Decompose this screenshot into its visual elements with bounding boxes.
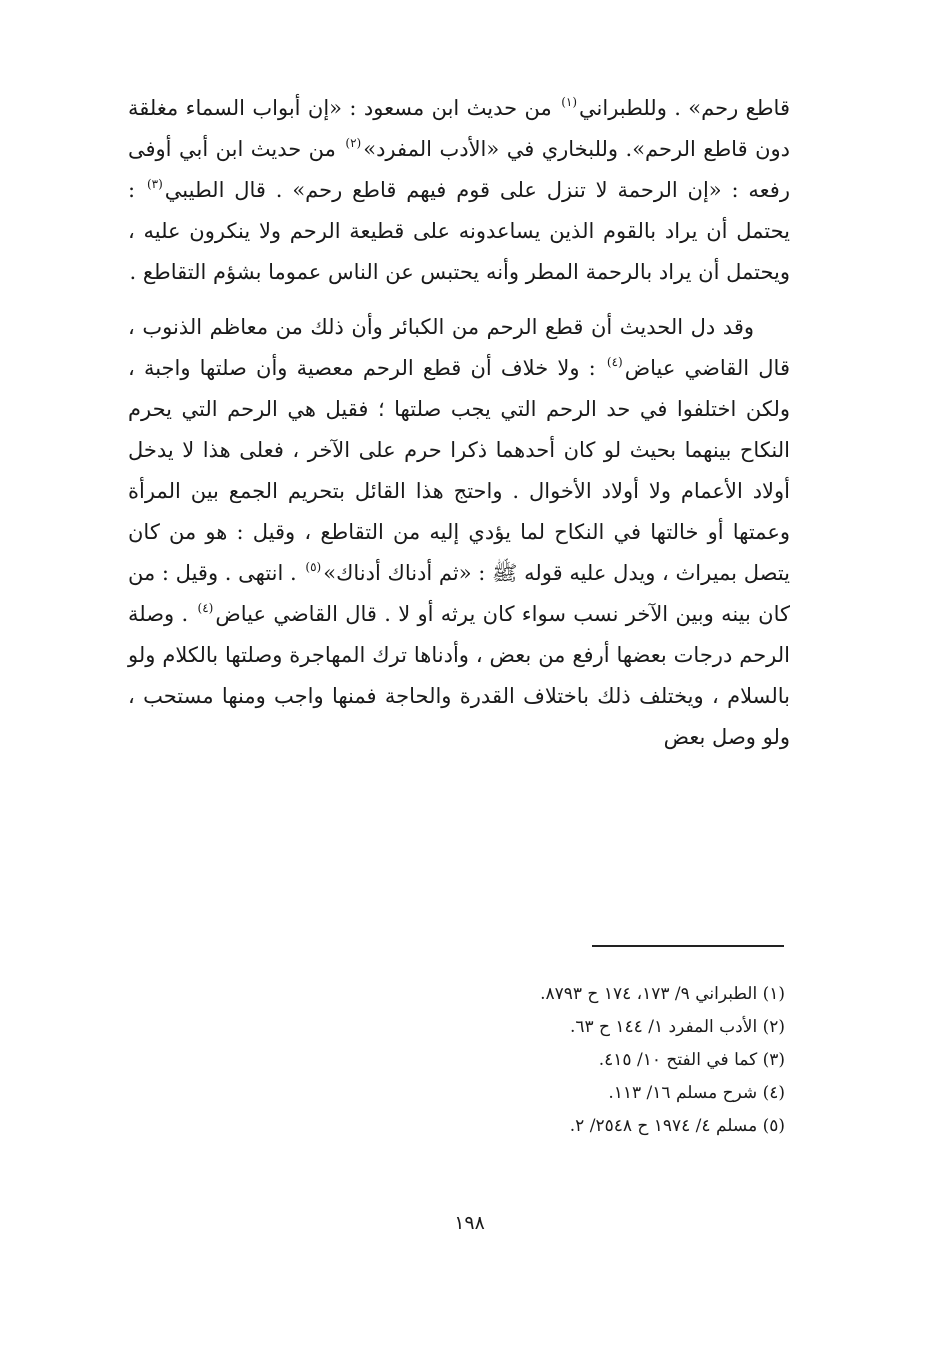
paragraph-2: [128, 307, 790, 758]
footnote-ref-4b: (٤): [197, 601, 214, 615]
text-run: من حديث ابن أبي أوفى رفعه : «إن الرحمة لا تنزل على قوم فيهم قاطع رحم» . قال الطيبي: [128, 137, 790, 202]
text-run: قاطع رحم» . وللطبراني: [579, 96, 790, 120]
footnote-item: (٤) شرح مسلم ١٦/ ١١٣.: [608, 1083, 785, 1103]
main-text: [128, 88, 790, 758]
footnote-separator: [592, 945, 784, 947]
text-run: : ولا خلاف أن قطع الرحم معصية وأن صلتها واجبة ، ولكن اختلفوا في حد الرحم التي يجب صلتها ؛ فقيل هي الرحم التي يحرم النكاح بينهما بحيث لو كان أحدهما ذكرا حرم على الآخر ، فعلى هذا لا يدخل أولاد الأعمام ولا أولاد الأخوال . واحتج هذا القائل بتحريم الجمع بين المرأة وعمتها أو خالتها في النكاح لما يؤدي إليه من التقاطع ، وقيل : هو من كان يتصل بميراث ، ويدل عليه قوله ﷺ : «ثم أدناك أدناك»: [128, 356, 790, 585]
footnote-ref-5: (٥): [305, 560, 322, 574]
footnote-item: (٣) كما في الفتح ١٠/ ٤١٥.: [598, 1050, 785, 1070]
footnote-ref-3: (٣): [146, 177, 163, 191]
text-run: وقد دل الحديث أن قطع الرحم من الكبائر وأن ذلك من معاظم الذنوب ، قال القاضي عياض: [128, 315, 790, 380]
footnote-item: (٢) الأدب المفرد ١/ ١٤٤ ح ٦٣.: [569, 1017, 785, 1037]
paragraph-1: [128, 88, 790, 293]
text-run: . انتهى . وقيل : من كان بينه وبين الآخر نسب سواء كان يرثه أو لا . قال القاضي عياض: [128, 561, 790, 626]
text-run: : يحتمل أن يراد بالقوم الذين يساعدونه على قطيعة الرحم ولا ينكرون عليه ، ويحتمل أن يراد بالرحمة المطر وأنه يحتبس عن الناس عموما بشؤم التقاطع .: [128, 178, 790, 284]
footnote-item: (١) الطبراني ٩/ ١٧٣، ١٧٤ ح ٨٧٩٣.: [540, 984, 785, 1004]
text-run: من حديث ابن مسعود : «إن أبواب السماء مغلقة دون قاطع الرحم». وللبخاري في «الأدب المفرد»: [128, 96, 790, 161]
footnotes-list: [300, 978, 785, 1143]
footnote-ref-1: (١): [561, 95, 578, 109]
page-number: ١٩٨: [454, 1212, 485, 1234]
footnote-ref-2: (٢): [345, 136, 362, 150]
footnote-ref-4: (٤): [606, 355, 623, 369]
footnote-item: (٥) مسلم ٤/ ١٩٧٤ ح ٢٥٤٨/ ٢.: [569, 1116, 785, 1136]
text-run: . وصلة الرحم درجات بعضها أرفع من بعض ، وأدناها ترك المهاجرة وصلتها بالكلام ولو بالسلام ، ويختلف ذلك باختلاف القدرة والحاجة فمنها واجب ومنها مستحب ، ولو وصل بعض: [128, 602, 790, 749]
